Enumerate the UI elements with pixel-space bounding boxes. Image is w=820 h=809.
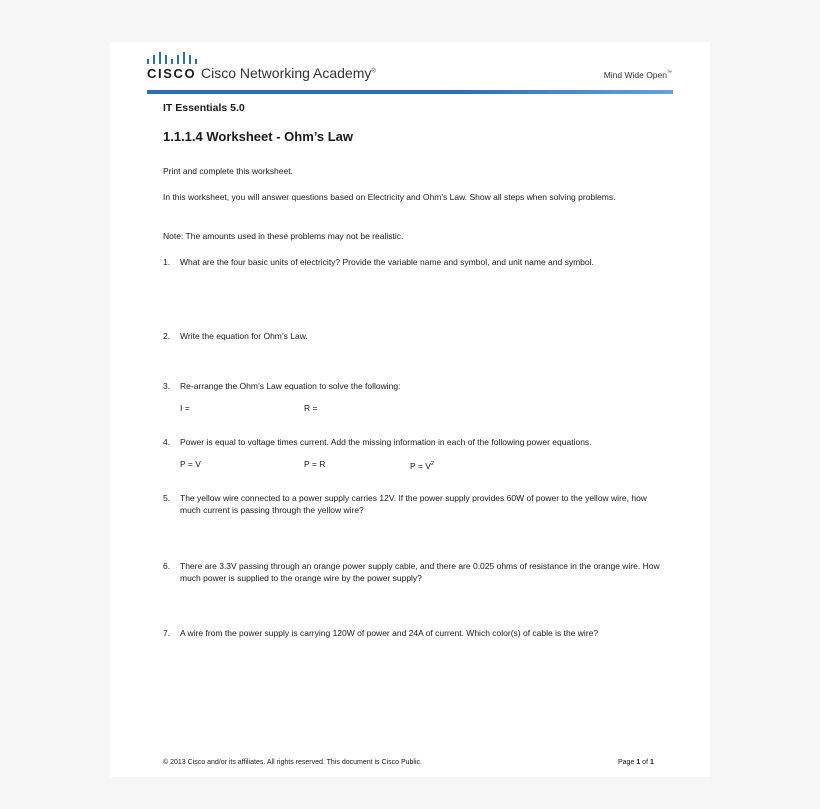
question-text: Write the equation for Ohm’s Law. [180,331,308,341]
question-text: There are 3.3V passing through an orange power supply cable, and there are 0.025 ohms of resistance in the orange wire. How much power is supplied to the orange wire by the power supply? [180,561,660,583]
question-text: Power is equal to voltage times current. Add the missing information in each of the following power equations. [180,437,592,447]
question-text: A wire from the power supply is carrying 120W of power and 24A of current. Which color(s) of cable is the wire? [180,628,599,638]
header-rule [147,90,673,94]
question-number: 5. [163,493,171,503]
page-title: 1.1.1.4 Worksheet - Ohm’s Law [163,129,354,144]
cisco-logo-text: CISCO [147,66,197,81]
equation-i: I = [180,403,190,413]
intro-paragraph: Print and complete this worksheet. [163,166,293,176]
cisco-logo-bars-icon [146,51,202,65]
page-header [110,42,710,94]
question-text: Re-arrange the Ohm’s Law equation to solve the following: [180,381,401,391]
question-number: 6. [163,561,171,571]
question-number: 1. [163,257,171,267]
exponent: 2 [430,461,434,467]
question-number: 7. [163,628,171,638]
academy-name: Cisco Networking Academy® [201,65,376,81]
equation-r: R = [304,403,318,413]
footer-copyright: © 2013 Cisco and/or its affiliates. All rights reserved. This document is Cisco Public. [163,759,422,766]
note-paragraph: Note: The amounts used in these problems may not be realistic. [163,231,404,241]
tagline: Mind Wide Open™ [603,70,672,80]
equation-p-r: P = R [304,459,326,469]
question-number: 4. [163,437,171,447]
trademark-mark: ™ [667,70,672,77]
page-number: Page 1 of 1 [618,759,654,766]
equation-p-v: P = V [180,459,201,469]
question-number: 2. [163,331,171,341]
question-text: The yellow wire connected to a power supply carries 12V. If the power supply provides 60W of power to the yellow wire, how much current is passing through the yellow wire? [180,493,647,515]
equation-p-v-squared: $P = V^2$ [410,460,434,471]
question-number: 3. [163,381,171,391]
intro-paragraph: In this worksheet, you will answer questions based on Electricity and Ohm’s Law. Show all steps when solving problems. [163,192,616,202]
document-page [110,42,710,777]
course-name: IT Essentials 5.0 [163,102,245,114]
question-text: What are the four basic units of electricity? Provide the variable name and symbol, and unit name and symbol. [180,257,594,267]
registered-mark: ® [371,68,376,75]
